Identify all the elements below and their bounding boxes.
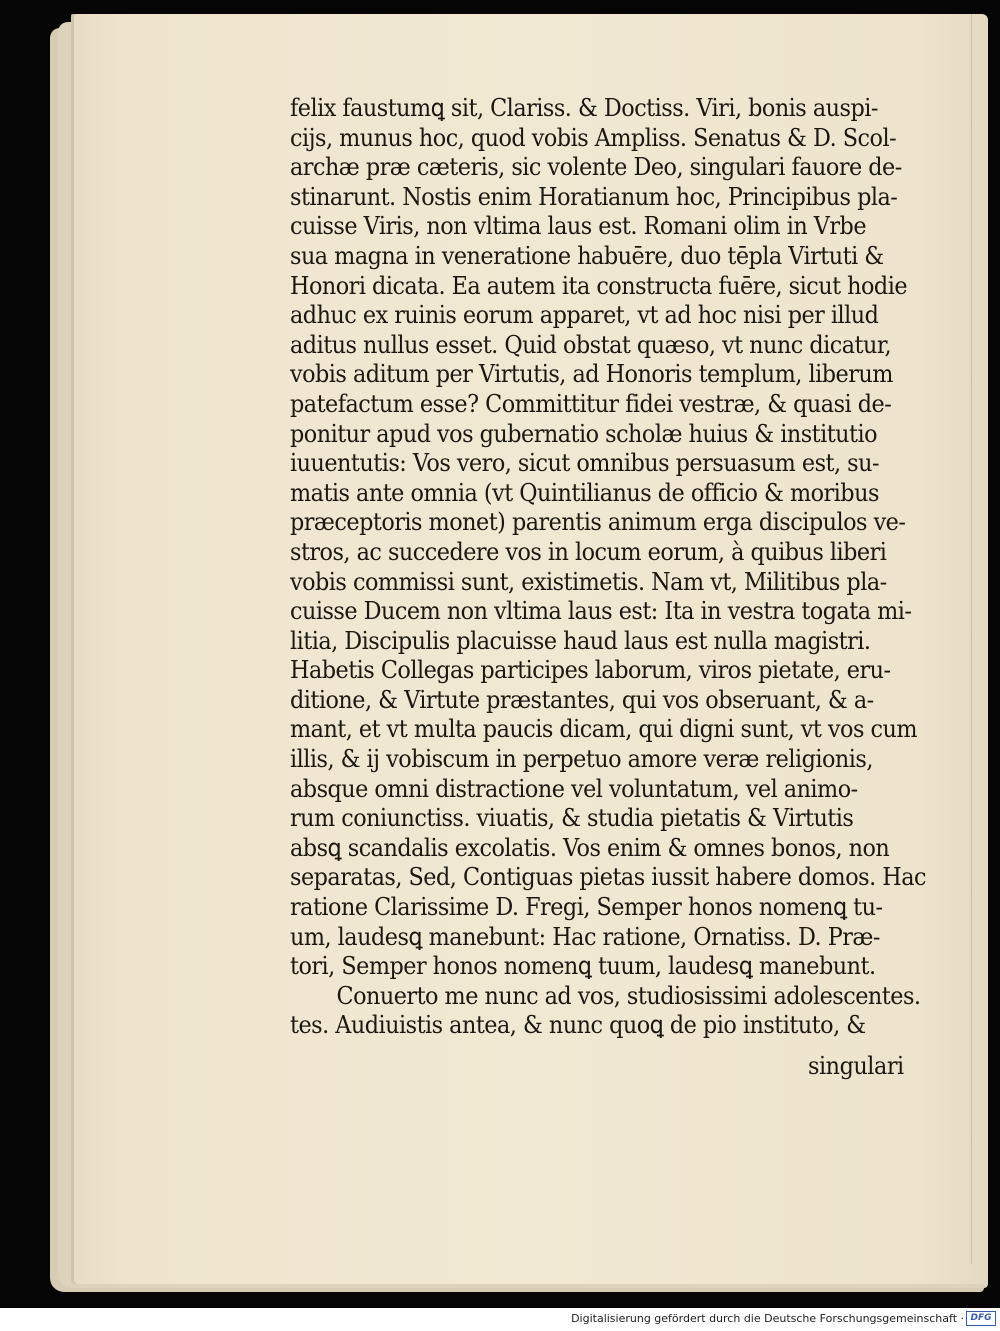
footer-credit: Digitalisierung gefördert durch die Deutsche Forschungsgemeinschaft · xyxy=(571,1312,964,1325)
body-text xyxy=(290,94,930,1041)
text-line: cuisse Ducem non vltima laus est: Ita in vestra togata mi- xyxy=(290,597,912,626)
text-line: sua magna in veneratione habuēre, duo tēpla Virtuti & xyxy=(290,241,884,270)
text-line: mant, et vt multa paucis dicam, qui digni sunt, vt vos cum xyxy=(290,715,917,744)
text-line: absꝗ scandalis excolatis. Vos enim & omnes bonos, non xyxy=(290,833,890,862)
text-line: præceptoris monet) parentis animum erga discipulos ve- xyxy=(290,508,906,537)
footer-bar xyxy=(0,1308,1000,1331)
page-edge xyxy=(971,14,972,1264)
text-line: um, laudesꝗ manebunt: Hac ratione, Ornatiss. D. Præ- xyxy=(290,922,880,951)
text-line: litia, Discipulis placuisse haud laus est nulla magistri. xyxy=(290,626,871,655)
text-line: ratione Clarissime D. Fregi, Semper honos nomenꝗ tu- xyxy=(290,893,883,922)
text-line: stros, ac succedere vos in locum eorum, à quibus liberi xyxy=(290,537,887,566)
dfg-logo: DFG xyxy=(966,1311,996,1326)
text-line: stinarunt. Nostis enim Horatianum hoc, Principibus pla- xyxy=(290,182,898,211)
text-line: cuisse Viris, non vltima laus est. Romani olim in Vrbe xyxy=(290,212,867,241)
text-line: illis, & ij vobiscum in perpetuo amore veræ religionis, xyxy=(290,745,873,774)
text-line: matis ante omnia (vt Quintilianus de officio & moribus xyxy=(290,478,879,507)
text-line: Conuerto me nunc ad vos, studiosissimi adolescentes. xyxy=(336,981,921,1010)
text-line: aditus nullus esset. Quid obstat quæso, vt nunc dicatur, xyxy=(290,330,892,359)
text-line: felix faustumꝗ sit, Clariss. & Doctiss. Viri, bonis auspi- xyxy=(290,94,878,122)
text-line: tes. Audiuistis antea, & nunc quoꝗ de pio instituto, & xyxy=(290,1011,866,1040)
text-line: cijs, munus hoc, quod vobis Ampliss. Senatus & D. Scol- xyxy=(290,123,897,152)
text-line: Honori dicata. Ea autem ita constructa fuēre, sicut hodie xyxy=(290,271,908,300)
text-line: ponitur apud vos gubernatio scholæ huius & institutio xyxy=(290,419,878,448)
text-line: tori, Semper honos nomenꝗ tuum, laudesꝗ manebunt. xyxy=(290,952,876,981)
text-line: separatas, Sed, Contiguas pietas iussit habere domos. Hac xyxy=(290,863,926,892)
text-line: Habetis Collegas participes laborum, viros pietate, eru- xyxy=(290,656,891,685)
catchword: singulari xyxy=(808,1052,904,1080)
text-line: rum coniunctiss. viuatis, & studia pietatis & Virtutis xyxy=(290,804,854,833)
text-line: ditione, & Virtute præstantes, qui vos obseruant, & a- xyxy=(290,685,874,714)
text-line: patefactum esse? Committitur fidei vestræ, & quasi de- xyxy=(290,389,892,418)
text-line: vobis aditum per Virtutis, ad Honoris templum, liberum xyxy=(290,360,893,389)
text-line: absque omni distractione vel voluntatum, vel animo- xyxy=(290,774,858,803)
text-line: adhuc ex ruinis eorum apparet, vt ad hoc nisi per illud xyxy=(290,301,879,330)
text-line: iuuentutis: Vos vero, sicut omnibus persuasum est, su- xyxy=(290,449,879,478)
text-line: archæ præ cæteris, sic volente Deo, singulari fauore de- xyxy=(290,153,902,182)
text-line: vobis commissi sunt, existimetis. Nam vt, Militibus pla- xyxy=(290,567,887,596)
